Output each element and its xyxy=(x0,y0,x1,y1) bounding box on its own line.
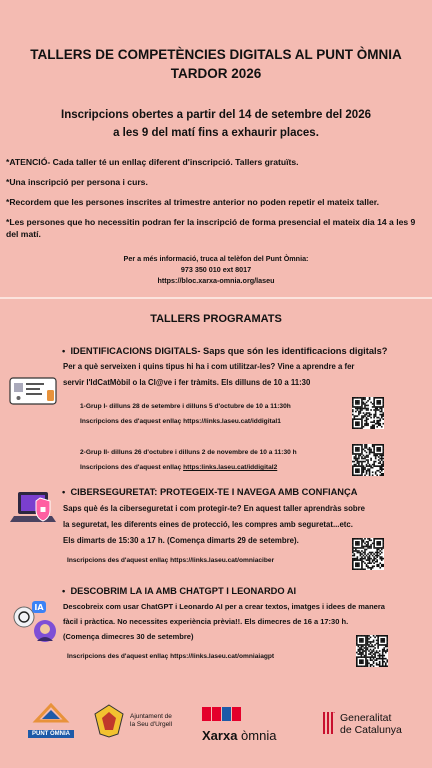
title-line-1: TALLERS DE COMPETÈNCIES DIGITALS AL PUNT ÒMNIA xyxy=(30,47,402,62)
workshop1-group1-link[interactable]: Inscripcions des d'aquest enllaç https://links.laseu.cat/iddigital1 xyxy=(80,418,281,425)
subtitle-line-2: a les 9 del matí fins a exhaurir places. xyxy=(113,127,319,139)
punt-omnia-logo: PUNT ÒMNIA xyxy=(28,703,74,733)
xarxa-omnia-logo: Xarxa òmnia xyxy=(202,707,298,741)
id-card-icon xyxy=(9,376,59,406)
group2-url[interactable]: https:links.laseu.cat/iddigital2 xyxy=(183,464,278,471)
note-in-person: *Les persones que ho necessitin podran fer la inscripció de forma presencial el mateix dia 14 a les 9 del matí. xyxy=(6,217,416,239)
workshop2-link[interactable]: Inscripcions des d'aquest enllaç https://links.laseu.cat/omniaciber xyxy=(67,557,275,564)
generalitat-mark-icon xyxy=(322,712,336,734)
info-url[interactable]: https://bloc.xarxa-omnia.org/laseu xyxy=(157,276,275,285)
seu-urgell-shield-icon xyxy=(94,704,124,738)
section-divider xyxy=(0,297,432,299)
workshop1-group2-link: Inscripcions des d'aquest enllaç https:links.laseu.cat/iddigital2 xyxy=(80,464,278,471)
bullet-icon: • xyxy=(62,487,66,497)
subtitle-line-1: Inscripcions obertes a partir del 14 de setembre del 2026 xyxy=(61,109,371,121)
qr-code-icon[interactable] xyxy=(352,538,384,570)
ai-robot-icon xyxy=(10,595,60,645)
note-attention: *ATENCIÓ- Cada taller té un enllaç diferent d'inscripció. Tallers gratuïts. xyxy=(6,157,299,167)
laptop-security-icon xyxy=(10,488,60,528)
workshop2-desc-3: Els dimarts de 15:30 a 17 h. (Comença dimarts 29 de setembre). xyxy=(63,536,299,545)
bullet-icon: • xyxy=(62,586,66,596)
ajuntament-logo-text: Ajuntament de la Seu d'Urgell xyxy=(130,713,173,728)
workshop3-desc-2: fàcil i pràctica. No necessites experiència prèvia!!. Els dimecres de 16 a 17:30 h. xyxy=(63,617,349,626)
workshop2-title: • CIBERSEGURETAT: PROTEGEIX-TE I NAVEGA AMB CONFIANÇA xyxy=(62,487,358,497)
generalitat-logo-text: Generalitat de Catalunya xyxy=(340,712,402,736)
title-line-2: TARDOR 2026 xyxy=(170,66,262,81)
note-no-repeat: *Recordem que les persones inscrites al trimestre anterior no poden repetir el mateix taller. xyxy=(6,197,380,207)
qr-code-icon[interactable] xyxy=(352,444,384,476)
workshop2-desc-1: Saps què és la ciberseguretat i com protegir-te? En aquest taller aprendràs sobre xyxy=(63,504,366,513)
workshop1-desc-2: servir l'IdCatMòbil o la Cl@ve i fer tràmits. Els dilluns de 10 a 11:30 xyxy=(63,378,311,387)
workshop3-desc-3: (Comença dimecres 30 de setembre) xyxy=(63,632,194,641)
note-one-per-person: *Una inscripció per persona i curs. xyxy=(6,177,148,187)
workshop1-group2: 2-Grup II- dilluns 26 d'octubre i dilluns 2 de novembre de 10 a 11:30 h xyxy=(80,449,297,456)
workshop3-desc-1: Descobreix com usar ChatGPT i Leonardo AI per a crear textos, imatges i idees de manera xyxy=(63,602,385,611)
qr-code-icon[interactable] xyxy=(356,635,388,667)
info-line-1: Per a més informació, truca al telèfon del Punt Òmnia: xyxy=(123,254,309,263)
bullet-icon: • xyxy=(62,346,66,356)
workshop1-title: • IDENTIFICACIONS DIGITALS- Saps que són les identificacions digitals? xyxy=(62,346,388,356)
xarxa-omnia-mark-icon xyxy=(202,707,244,721)
workshop3-title: • DESCOBRIM LA IA AMB CHATGPT I LEONARDO AI xyxy=(62,586,297,596)
workshop2-desc-2: la seguretat, les diferents eines de protecció, les compres amb seguretat...etc. xyxy=(63,520,353,529)
svg-text:IA: IA xyxy=(34,603,44,612)
workshop3-link[interactable]: Inscripcions des d'aquest enllaç https://links.laseu.cat/omniaiagpt xyxy=(67,653,275,660)
qr-code-icon[interactable] xyxy=(352,397,384,429)
workshop1-group1: 1-Grup I- dilluns 28 de setembre i dilluns 5 d'octubre de 10 a 11:30h xyxy=(80,403,291,410)
info-phone: 973 350 010 ext 8017 xyxy=(180,265,252,274)
programmed-title: TALLERS PROGRAMATS xyxy=(150,313,282,325)
workshop1-desc-1: Per a què serveixen i quins tipus hi ha i com utilitzar-les? Vine a aprendre a fer xyxy=(63,362,355,371)
